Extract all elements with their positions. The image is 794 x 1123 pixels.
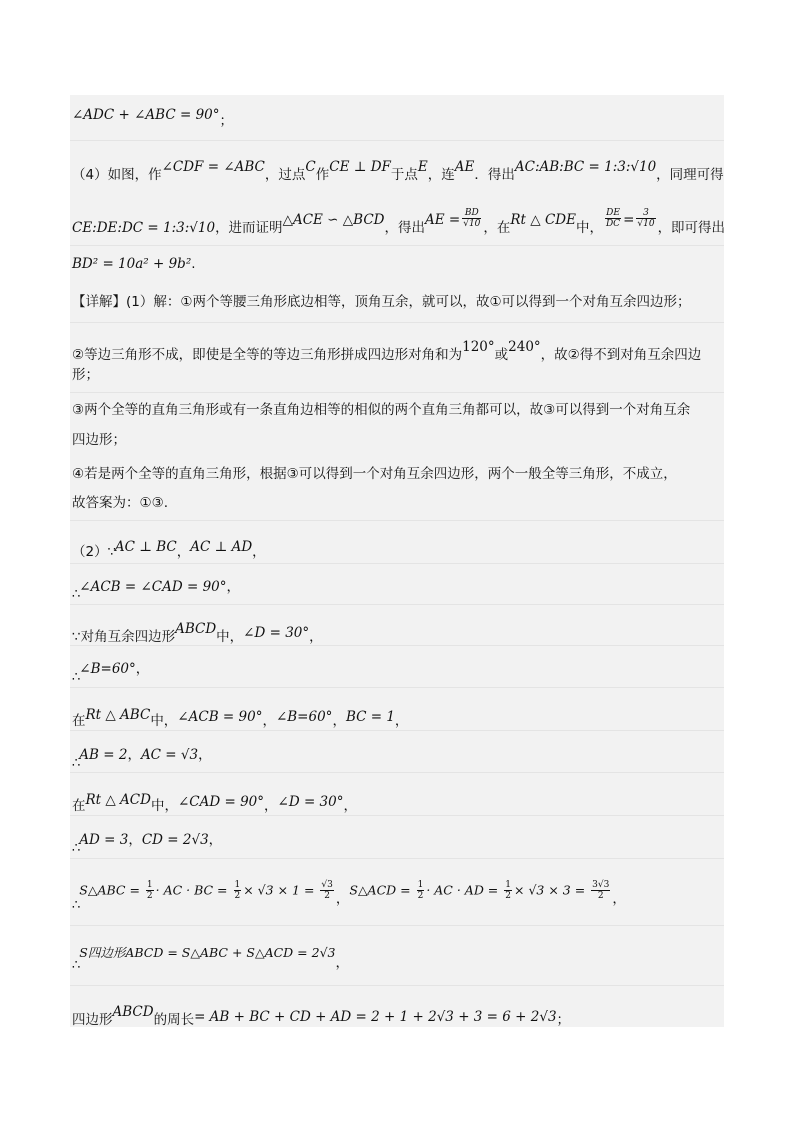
line-detail-3b: 四边形；	[72, 432, 126, 448]
divider	[70, 392, 724, 393]
line-perimeter: 四边形ABCD的周长= AB + BC + CD + AD = 2 + 1 + 2√3 + 3 = 6 + 2√3；	[72, 1004, 571, 1028]
divider	[70, 604, 724, 605]
fraction-sqrt3-over-2: $\frac{√3}{2}$	[321, 880, 333, 901]
divider	[70, 925, 724, 926]
line-ad-cd: ∴AD = 3，CD = 2√3，	[72, 832, 223, 856]
divider	[70, 140, 724, 141]
fraction-bd-sqrt10: $\frac{BD}{√10}$	[463, 208, 481, 229]
line-angle-sum: ∠ADC + ∠ABC = 90°；	[72, 107, 233, 129]
line-similar-triangles: CE:DE:DC = 1:3:√10，进而证明△ACE ∽ △BCD，得出AE = $\frac{BD}{√10}$ ，在Rt △ CDE中， $\frac{DE}{DC}$ = $\frac{3}{√10}$ ，即可得出	[72, 208, 726, 236]
line-total-area: ∴S四边形ABCD = S△ABC + S△ACD = 2√3，	[72, 945, 349, 973]
divider	[70, 985, 724, 986]
line-angle-b: ∴∠B=60°，	[72, 661, 150, 685]
fraction-half: $\frac{1}{2}$	[417, 880, 424, 901]
divider	[70, 772, 724, 773]
line-quad-abcd: ∵对角互余四边形ABCD中，∠D = 30°，	[72, 621, 323, 645]
divider	[70, 245, 724, 246]
line-rt-abc: 在Rt △ ABC中，∠ACB = 90°，∠B=60°，BC = 1，	[72, 707, 409, 729]
line-answer: 故答案为：①③.	[72, 495, 168, 511]
divider	[70, 815, 724, 816]
line-rt-acd: 在Rt △ ACD中，∠CAD = 90°，∠D = 30°，	[72, 792, 357, 814]
line-part2-given: （2）∵AC ⊥ BC，AC ⊥ AD，	[72, 539, 266, 560]
divider	[70, 858, 724, 859]
fraction-de-dc: $\frac{DE}{DC}$	[605, 208, 621, 229]
divider	[70, 563, 724, 564]
divider	[70, 730, 724, 731]
line-detail-3: ③两个全等的直角三角形或有一条直角边相等的相似的两个直角三角都可以，故③可以得到一个对角互余	[72, 402, 691, 418]
line-bd-result: BD² = 10a² + 9b².	[72, 256, 196, 272]
line-detail-1: 【详解】(1）解：①两个等腰三角形底边相等，顶角互余，就可以，故①可以得到一个对角互余四边形；	[72, 294, 691, 310]
fraction-half: $\frac{1}{2}$	[146, 880, 153, 901]
fraction-half: $\frac{1}{2}$	[505, 880, 511, 901]
line-detail-2b: 形；	[72, 367, 99, 383]
divider	[70, 520, 724, 521]
line-detail-2: ②等边三角形不成，即使是全等的等边三角形拼成四边形对角和为120°或240°，故②得不到对角互余四边	[72, 339, 702, 363]
line-right-angles: ∴∠ACB = ∠CAD = 90°，	[72, 579, 241, 602]
fraction-half: $\frac{1}{2}$	[234, 880, 241, 901]
line-ab-ac: ∴AB = 2，AC = √3，	[72, 747, 212, 771]
fraction-3sqrt3-over-2: $\frac{3√3}{2}$	[592, 880, 610, 901]
line-detail-4: ④若是两个全等的直角三角形，根据③可以得到一个对角互余四边形，两个一般全等三角形，不成立，	[72, 466, 677, 482]
line-areas: ∴S△ABC = $\frac{1}{2}$ · AC · BC = $\frac{1}{2}$ × √3 × 1 = $\frac{√3}{2}$ ，S△ACD = $\frac{1}{2}$ · AC · AD = $\frac{1}{2}$ × √3 × 3 = $\frac{3√3}{2}$ ，	[72, 880, 626, 913]
line-part4-intro: （4）如图，作∠CDF = ∠ABC，过点C作CE ⊥ DF于点E，连AE．得出AC:AB:BC = 1:3:√10，同理可得	[72, 159, 724, 183]
divider	[70, 687, 724, 688]
fraction-3-sqrt10: $\frac{3}{√10}$	[637, 208, 655, 229]
divider	[70, 322, 724, 323]
